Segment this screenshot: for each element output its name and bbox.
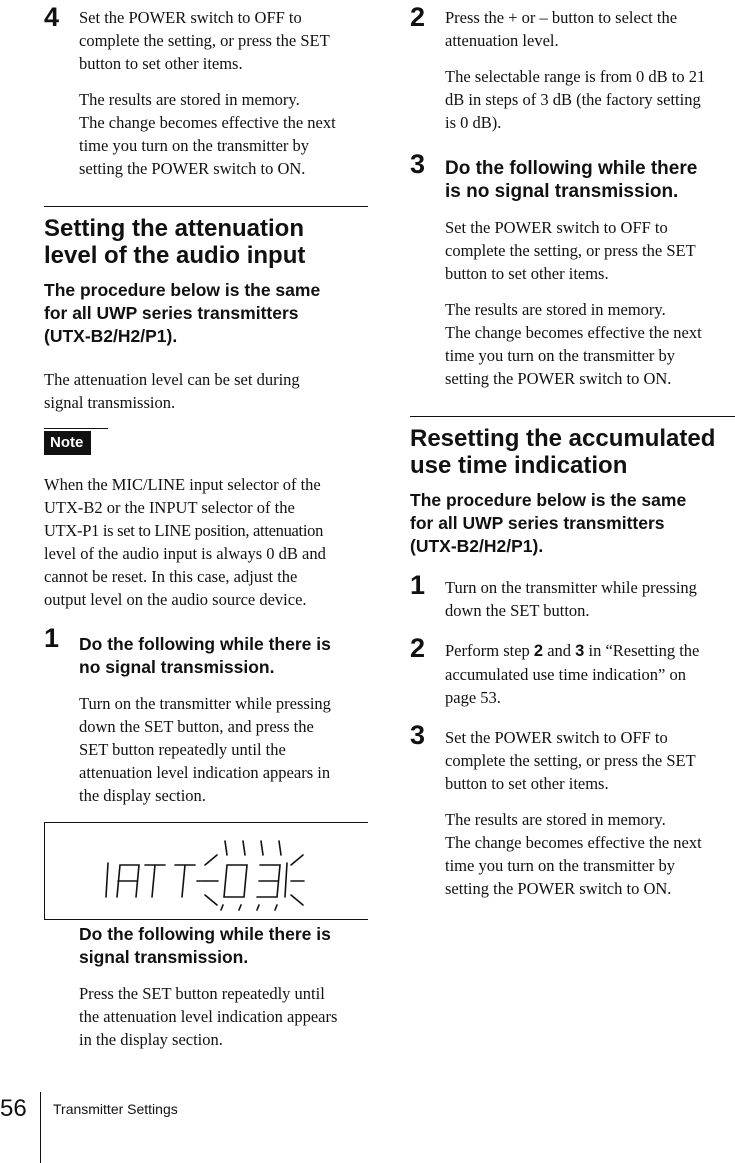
- note-text: [44, 473, 368, 611]
- result-text-line: The change becomes effective the next: [445, 833, 702, 852]
- step-text-line: down the SET button, and press the: [79, 717, 314, 736]
- result-text-line: time you turn on the transmitter by: [445, 346, 676, 365]
- step-text-line: the attenuation level indication appears: [79, 1007, 338, 1026]
- step-heading-line: is no signal transmission.: [445, 181, 679, 202]
- reset-step-1: [410, 572, 735, 622]
- footer-section-name: Transmitter Settings: [53, 1101, 178, 1117]
- section-title-line: level of the audio input: [44, 242, 306, 269]
- step-text-line: accumulated use time indication” on: [445, 665, 686, 684]
- result-text-line: setting the POWER switch to ON.: [79, 159, 306, 178]
- step-heading-line: Do the following while there is: [79, 634, 331, 654]
- result-text-line: setting the POWER switch to ON.: [445, 369, 672, 388]
- note-label-rule: [44, 428, 108, 429]
- note-label: Note: [44, 431, 91, 455]
- step-number: 3: [410, 149, 426, 179]
- result-text-line: The change becomes effective the next: [79, 113, 336, 132]
- step-text-line: Press the + or – button to select the: [445, 8, 678, 27]
- step-text-line: Press the SET button repeatedly until: [79, 984, 325, 1003]
- subtitle-line: The procedure below is the same: [44, 280, 321, 300]
- step-text-line: button to set other items.: [445, 774, 609, 793]
- note-line: cannot be reset. In this case, adjust the: [44, 567, 298, 586]
- step-2: [410, 4, 735, 134]
- page-number: 56: [0, 1095, 27, 1122]
- note-line: When the MIC/LINE input selector of the: [44, 475, 321, 494]
- text-fragment: and: [543, 641, 576, 660]
- step-ref: 3: [575, 642, 585, 660]
- text-fragment: Perform step: [445, 641, 534, 660]
- result-text-line: The results are stored in memory.: [445, 300, 666, 319]
- range-text-line: dB in steps of 3 dB (the factory setting: [445, 90, 701, 109]
- subtitle-line: (UTX-B2/H2/P1).: [410, 536, 544, 556]
- step-text-line: button to set other items.: [445, 264, 609, 283]
- step-4: [44, 4, 368, 180]
- step-text-line: down the SET button.: [445, 601, 590, 620]
- step-text-line: complete the setting, or press the SET: [445, 241, 696, 260]
- step-text-line: Set the POWER switch to OFF to: [445, 218, 668, 237]
- step-number: 1: [410, 570, 426, 600]
- step-text-line: Set the POWER switch to OFF to: [445, 728, 668, 747]
- section-divider: [410, 416, 735, 417]
- note-line: UTX-P1 is set to LINE position, attenuation: [44, 521, 324, 540]
- left-column: [44, 0, 368, 1051]
- result-text-line: time you turn on the transmitter by: [445, 856, 676, 875]
- step-1: [44, 625, 368, 807]
- step-text-line: SET button repeatedly until the: [79, 740, 286, 759]
- range-text-line: is 0 dB).: [445, 113, 502, 132]
- note-line: UTX-B2 or the INPUT selector of the: [44, 498, 295, 517]
- section-divider: [44, 206, 368, 207]
- section-subtitle: [44, 279, 368, 348]
- section-title-line: use time indication: [410, 452, 628, 479]
- subtitle-line: for all UWP series transmitters: [410, 513, 665, 533]
- reset-step-2: [410, 635, 735, 709]
- result-text-line: The results are stored in memory.: [445, 810, 666, 829]
- section-title-line: Setting the attenuation: [44, 215, 304, 242]
- step-1-with-signal: [79, 923, 368, 1051]
- step-heading-line: Do the following while there: [445, 158, 698, 179]
- section-subtitle: [410, 489, 735, 558]
- step-heading-line: signal transmission.: [79, 947, 249, 967]
- section-intro: [44, 368, 368, 414]
- step-text-line: complete the setting, or press the SET: [445, 751, 696, 770]
- footer-divider: [40, 1092, 41, 1163]
- step-text-line: page 53.: [445, 688, 501, 707]
- result-text-line: setting the POWER switch to ON.: [445, 879, 672, 898]
- step-text-line: the display section.: [79, 786, 206, 805]
- section-title-line: Resetting the accumulated: [410, 425, 716, 452]
- subtitle-line: The procedure below is the same: [410, 490, 687, 510]
- step-text-line: button to set other items.: [79, 54, 243, 73]
- step-text-line: Turn on the transmitter while pressing: [79, 694, 331, 713]
- lcd-display-illustration: [44, 822, 368, 920]
- right-column: [410, 0, 735, 900]
- step-3: [410, 151, 735, 390]
- range-text-line: The selectable range is from 0 dB to 21: [445, 67, 706, 86]
- step-text-line: Set the POWER switch to OFF to: [79, 8, 302, 27]
- section-title: [410, 425, 735, 479]
- reset-step-3: [410, 722, 735, 900]
- step-number: 2: [410, 633, 426, 663]
- step-text-line: attenuation level indication appears in: [79, 763, 331, 782]
- step-number: 4: [44, 2, 60, 32]
- result-text-line: The change becomes effective the next: [445, 323, 702, 342]
- intro-line: signal transmission.: [44, 393, 176, 412]
- result-text-line: The results are stored in memory.: [79, 90, 300, 109]
- step-heading-line: Do the following while there is: [79, 924, 331, 944]
- step-text-line: attenuation level.: [445, 31, 559, 50]
- result-text-line: time you turn on the transmitter by: [79, 136, 310, 155]
- text-fragment: in “Resetting the: [584, 641, 700, 660]
- note-line: output level on the audio source device.: [44, 590, 307, 609]
- note-line: level of the audio input is always 0 dB and: [44, 544, 326, 563]
- step-text-line: complete the setting, or press the SET: [79, 31, 330, 50]
- section-title: [44, 215, 368, 269]
- intro-line: The attenuation level can be set during: [44, 370, 300, 389]
- step-ref: 2: [533, 642, 544, 660]
- step-heading-line: no signal transmission.: [79, 657, 275, 677]
- subtitle-line: (UTX-B2/H2/P1).: [44, 326, 178, 346]
- step-text-line: [445, 639, 735, 663]
- subtitle-line: for all UWP series transmitters: [44, 303, 299, 323]
- step-number: 2: [410, 2, 426, 32]
- step-number: 1: [44, 623, 60, 653]
- step-text-line: in the display section.: [79, 1030, 223, 1049]
- lcd-att-03-icon: [105, 833, 305, 911]
- step-text-line: Turn on the transmitter while pressing: [445, 578, 697, 597]
- step-number: 3: [410, 720, 426, 750]
